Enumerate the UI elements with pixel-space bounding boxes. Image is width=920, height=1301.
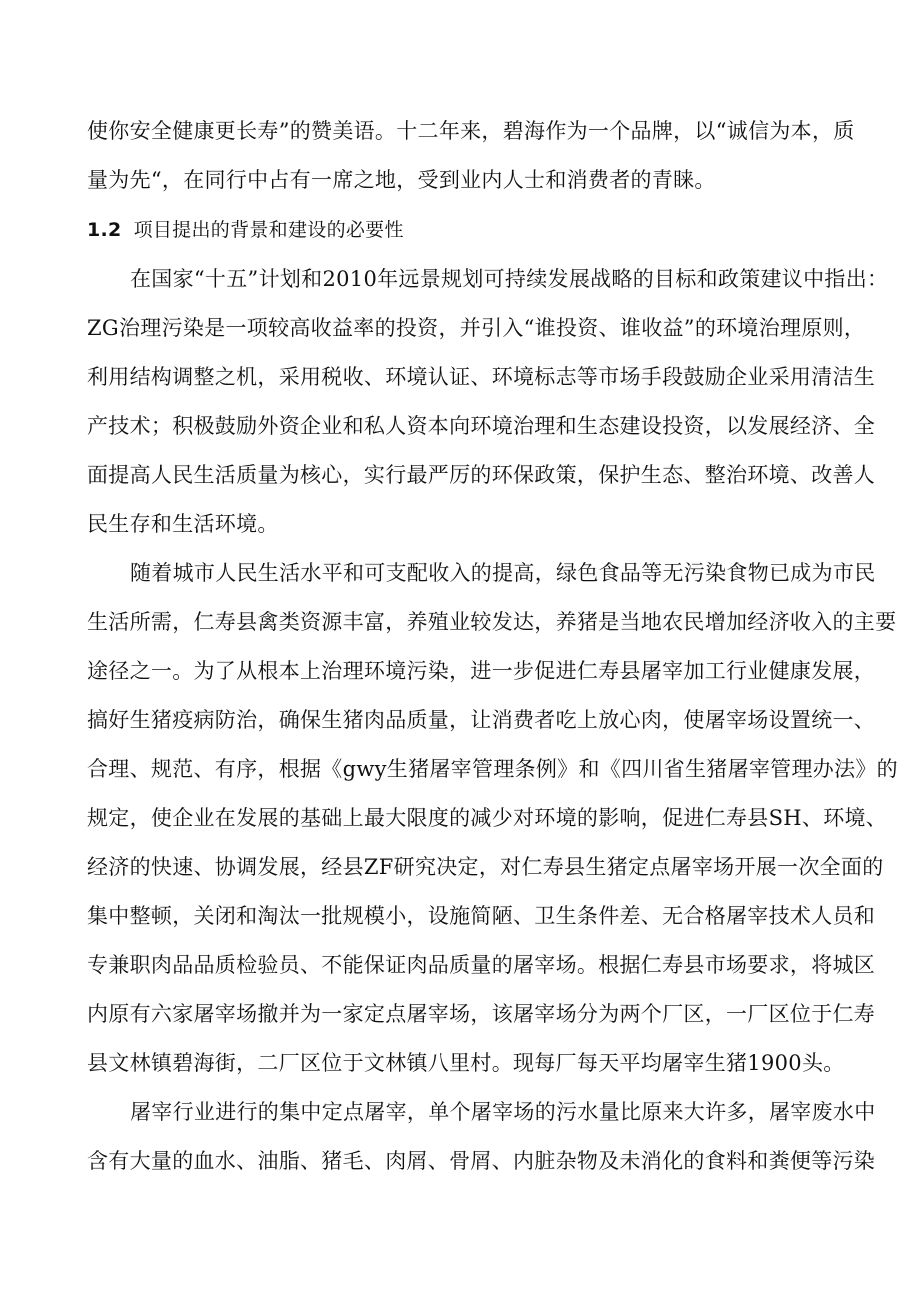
paragraph-line: 使你安全健康更长寿”的赞美语。十二年来，碧海作为一个品牌，以“诚信为本，质 (87, 119, 855, 143)
paragraph-line: 利用结构调整之机，采用税收、环境认证、环境标志等市场手段鼓励企业采用清洁生 (87, 365, 876, 389)
paragraph-line: 专兼职肉品品质检验员、不能保证肉品质量的屠宰场。根据仁寿县市场要求，将城区 (87, 953, 876, 977)
paragraph-line: 含有大量的血水、油脂、猪毛、肉屑、骨屑、内脏杂物及未消化的食料和粪便等污染 (87, 1149, 876, 1173)
paragraph-line: 量为先“，在同行中占有一席之地，受到业内人士和消费者的青睐。 (87, 168, 716, 192)
paragraph-line: ZG治理污染是一项较高收益率的投资，并引入“谁投资、谁收益”的环境治理原则， (87, 316, 866, 340)
paragraph-line: 合理、规范、有序，根据《gwy生猪屠宰管理条例》和《四川省生猪屠宰管理办法》的 (87, 757, 898, 781)
paragraph-line: 屠宰行业进行的集中定点屠宰，单个屠宰场的污水量比原来大许多，屠宰废水中 (130, 1100, 876, 1124)
paragraph-line: 在国家“十五”计划和2010年远景规划可持续发展战略的目标和政策建议中指出： (130, 267, 889, 291)
paragraph-line: 面提高人民生活质量为核心，实行最严厉的环保政策，保护生态、整治环境、改善人 (87, 463, 876, 487)
section-number: 1.2 (87, 219, 122, 241)
paragraph-line: 民生存和生活环境。 (87, 512, 279, 536)
paragraph-line: 产技术；积极鼓励外资企业和私人资本向环境治理和生态建设投资，以发展经济、全 (87, 414, 876, 438)
paragraph-line: 集中整顿，关闭和淘汰一批规模小，设施简陋、卫生条件差、无合格屠宰技术人员和 (87, 904, 876, 928)
paragraph-line: 县文林镇碧海街，二厂区位于文林镇八里村。现每厂每天平均屠宰生猪1900头。 (87, 1051, 845, 1075)
section-heading (87, 217, 404, 243)
paragraph-line: 内原有六家屠宰场撤并为一家定点屠宰场，该屠宰场分为两个厂区，一厂区位于仁寿 (87, 1002, 876, 1026)
paragraph-line: 经济的快速、协调发展，经县ZF研究决定，对仁寿县生猪定点屠宰场开展一次全面的 (87, 855, 884, 879)
paragraph-line: 随着城市人民生活水平和可支配收入的提高，绿色食品等无污染食物已成为市民 (130, 561, 876, 585)
paragraph-line: 途径之一。为了从根本上治理环境污染，进一步促进仁寿县屠宰加工行业健康发展， (87, 659, 876, 683)
paragraph-line: 搞好生猪疫病防治，确保生猪肉品质量，让消费者吃上放心肉，使屠宰场设置统一、 (87, 708, 876, 732)
paragraph-line: 生活所需，仁寿县禽类资源丰富，养殖业较发达，养猪是当地农民增加经济收入的主要 (87, 610, 897, 634)
section-title: 项目提出的背景和建设的必要性 (133, 219, 404, 241)
paragraph-line: 规定，使企业在发展的基础上最大限度的减少对环境的影响，促进仁寿县SH、环境、 (87, 806, 888, 830)
